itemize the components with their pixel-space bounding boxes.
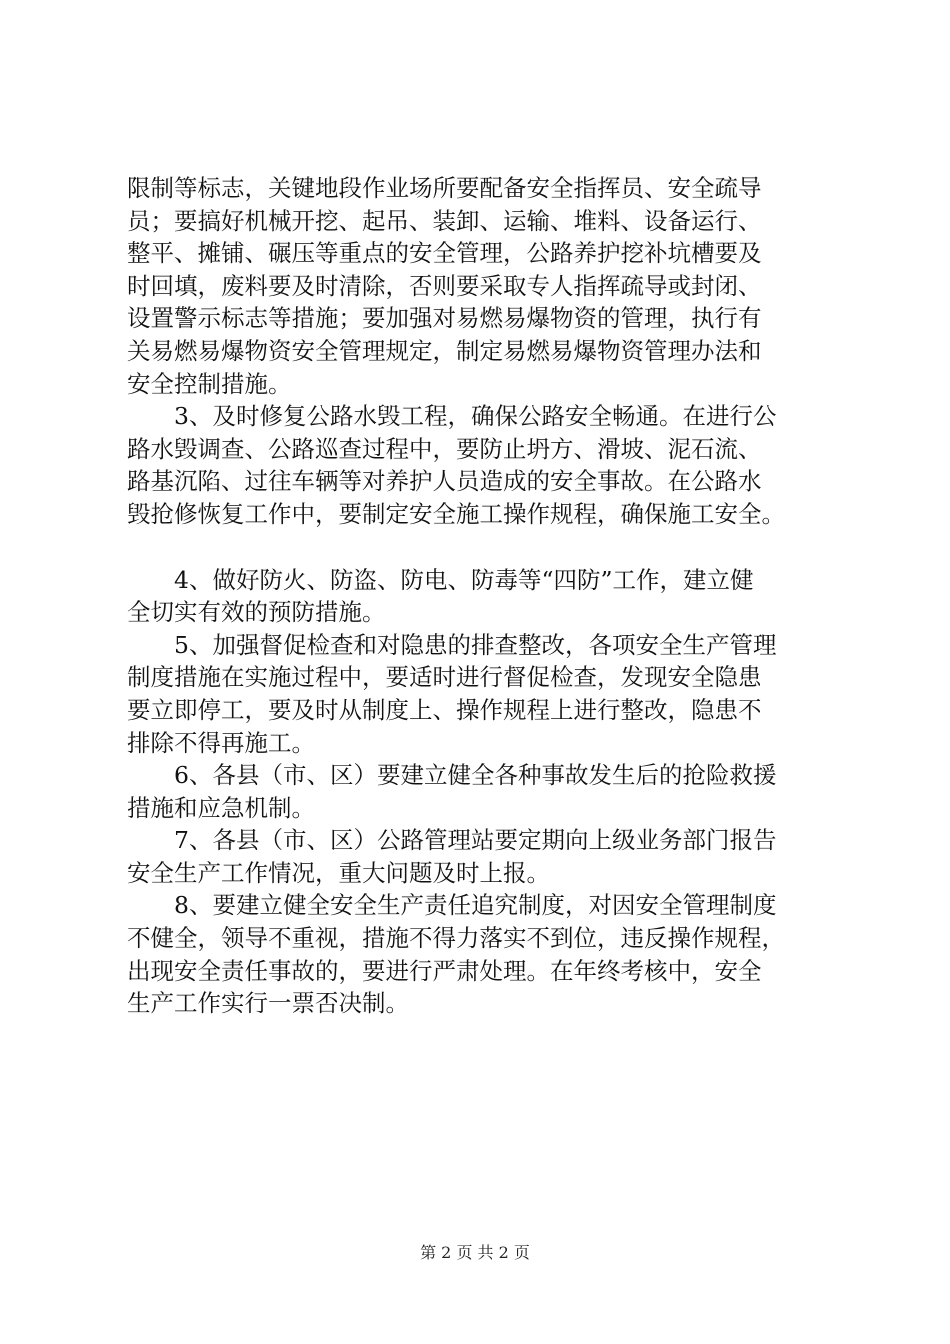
text-line: 员；要搞好机械开挖、起吊、装卸、运输、堆料、设备运行、 xyxy=(127,206,762,235)
text-line: 制度措施在实施过程中，要适时进行督促检查，发现安全隐患 xyxy=(127,663,762,692)
paragraph-1 xyxy=(127,172,843,400)
text-line: 5、加强督促检查和对隐患的排查整改，各项安全生产管理 xyxy=(127,630,777,659)
text-line: 7、各县（市、区）公路管理站要定期向上级业务部门报告 xyxy=(127,826,777,855)
text-line: 路水毁调查、公路巡查过程中，要防止坍方、滑坡、泥石流、 xyxy=(127,434,762,463)
text-line: 排除不得再施工。 xyxy=(127,728,315,757)
text-line: 时回填，废料要及时清除，否则要采取专人指挥疏导或封闭、 xyxy=(127,271,762,300)
text-line: 不健全，领导不重视，措施不得力落实不到位，违反操作规程， xyxy=(127,924,785,953)
document-body xyxy=(127,172,843,1020)
text-line: 3、及时修复公路水毁工程，确保公路安全畅通。在进行公 xyxy=(127,402,777,431)
text-line: 整平、摊铺、碾压等重点的安全管理，公路养护挖补坑槽要及 xyxy=(127,239,762,268)
text-line: 路基沉陷、过往车辆等对养护人员造成的安全事故。在公路水 xyxy=(127,467,762,496)
text-line: 6、各县（市、区）要建立健全各种事故发生后的抢险救援 xyxy=(127,761,777,790)
text-line: 关易燃易爆物资安全管理规定，制定易燃易爆物资管理办法和 xyxy=(127,336,762,365)
text-line: 要立即停工，要及时从制度上、操作规程上进行整改，隐患不 xyxy=(127,695,762,724)
paragraph-5 xyxy=(127,759,843,824)
paragraph-3 xyxy=(127,564,843,629)
text-line: 4、做好防火、防盗、防电、防毒等“四防”工作，建立健 xyxy=(127,565,754,594)
text-line: 安全控制措施。 xyxy=(127,369,292,398)
text-line: 安全生产工作情况，重大问题及时上报。 xyxy=(127,858,550,887)
text-line: 出现安全责任事故的，要进行严肃处理。在年终考核中，安全 xyxy=(127,956,762,985)
text-line: 8、要建立健全安全生产责任追究制度，对因安全管理制度 xyxy=(127,891,777,920)
paragraph-4 xyxy=(127,629,843,759)
text-line: 限制等标志，关键地段作业场所要配备安全指挥员、安全疏导 xyxy=(127,174,762,202)
page-number-label: 第 2 页 共 2 页 xyxy=(420,1243,530,1262)
text-line: 生产工作实行一票否决制。 xyxy=(127,989,409,1018)
text-line: 措施和应急机制。 xyxy=(127,793,315,822)
paragraph-6 xyxy=(127,824,843,889)
paragraph-2 xyxy=(127,400,843,530)
text-line: 毁抢修恢复工作中，要制定安全施工操作规程，确保施工安全。 xyxy=(127,499,785,528)
text-line: 全切实有效的预防措施。 xyxy=(127,598,386,627)
paragraph-7 xyxy=(127,889,843,1019)
page-footer xyxy=(0,1242,950,1264)
text-line: 设置警示标志等措施；要加强对易燃易爆物资的管理，执行有 xyxy=(127,304,762,333)
